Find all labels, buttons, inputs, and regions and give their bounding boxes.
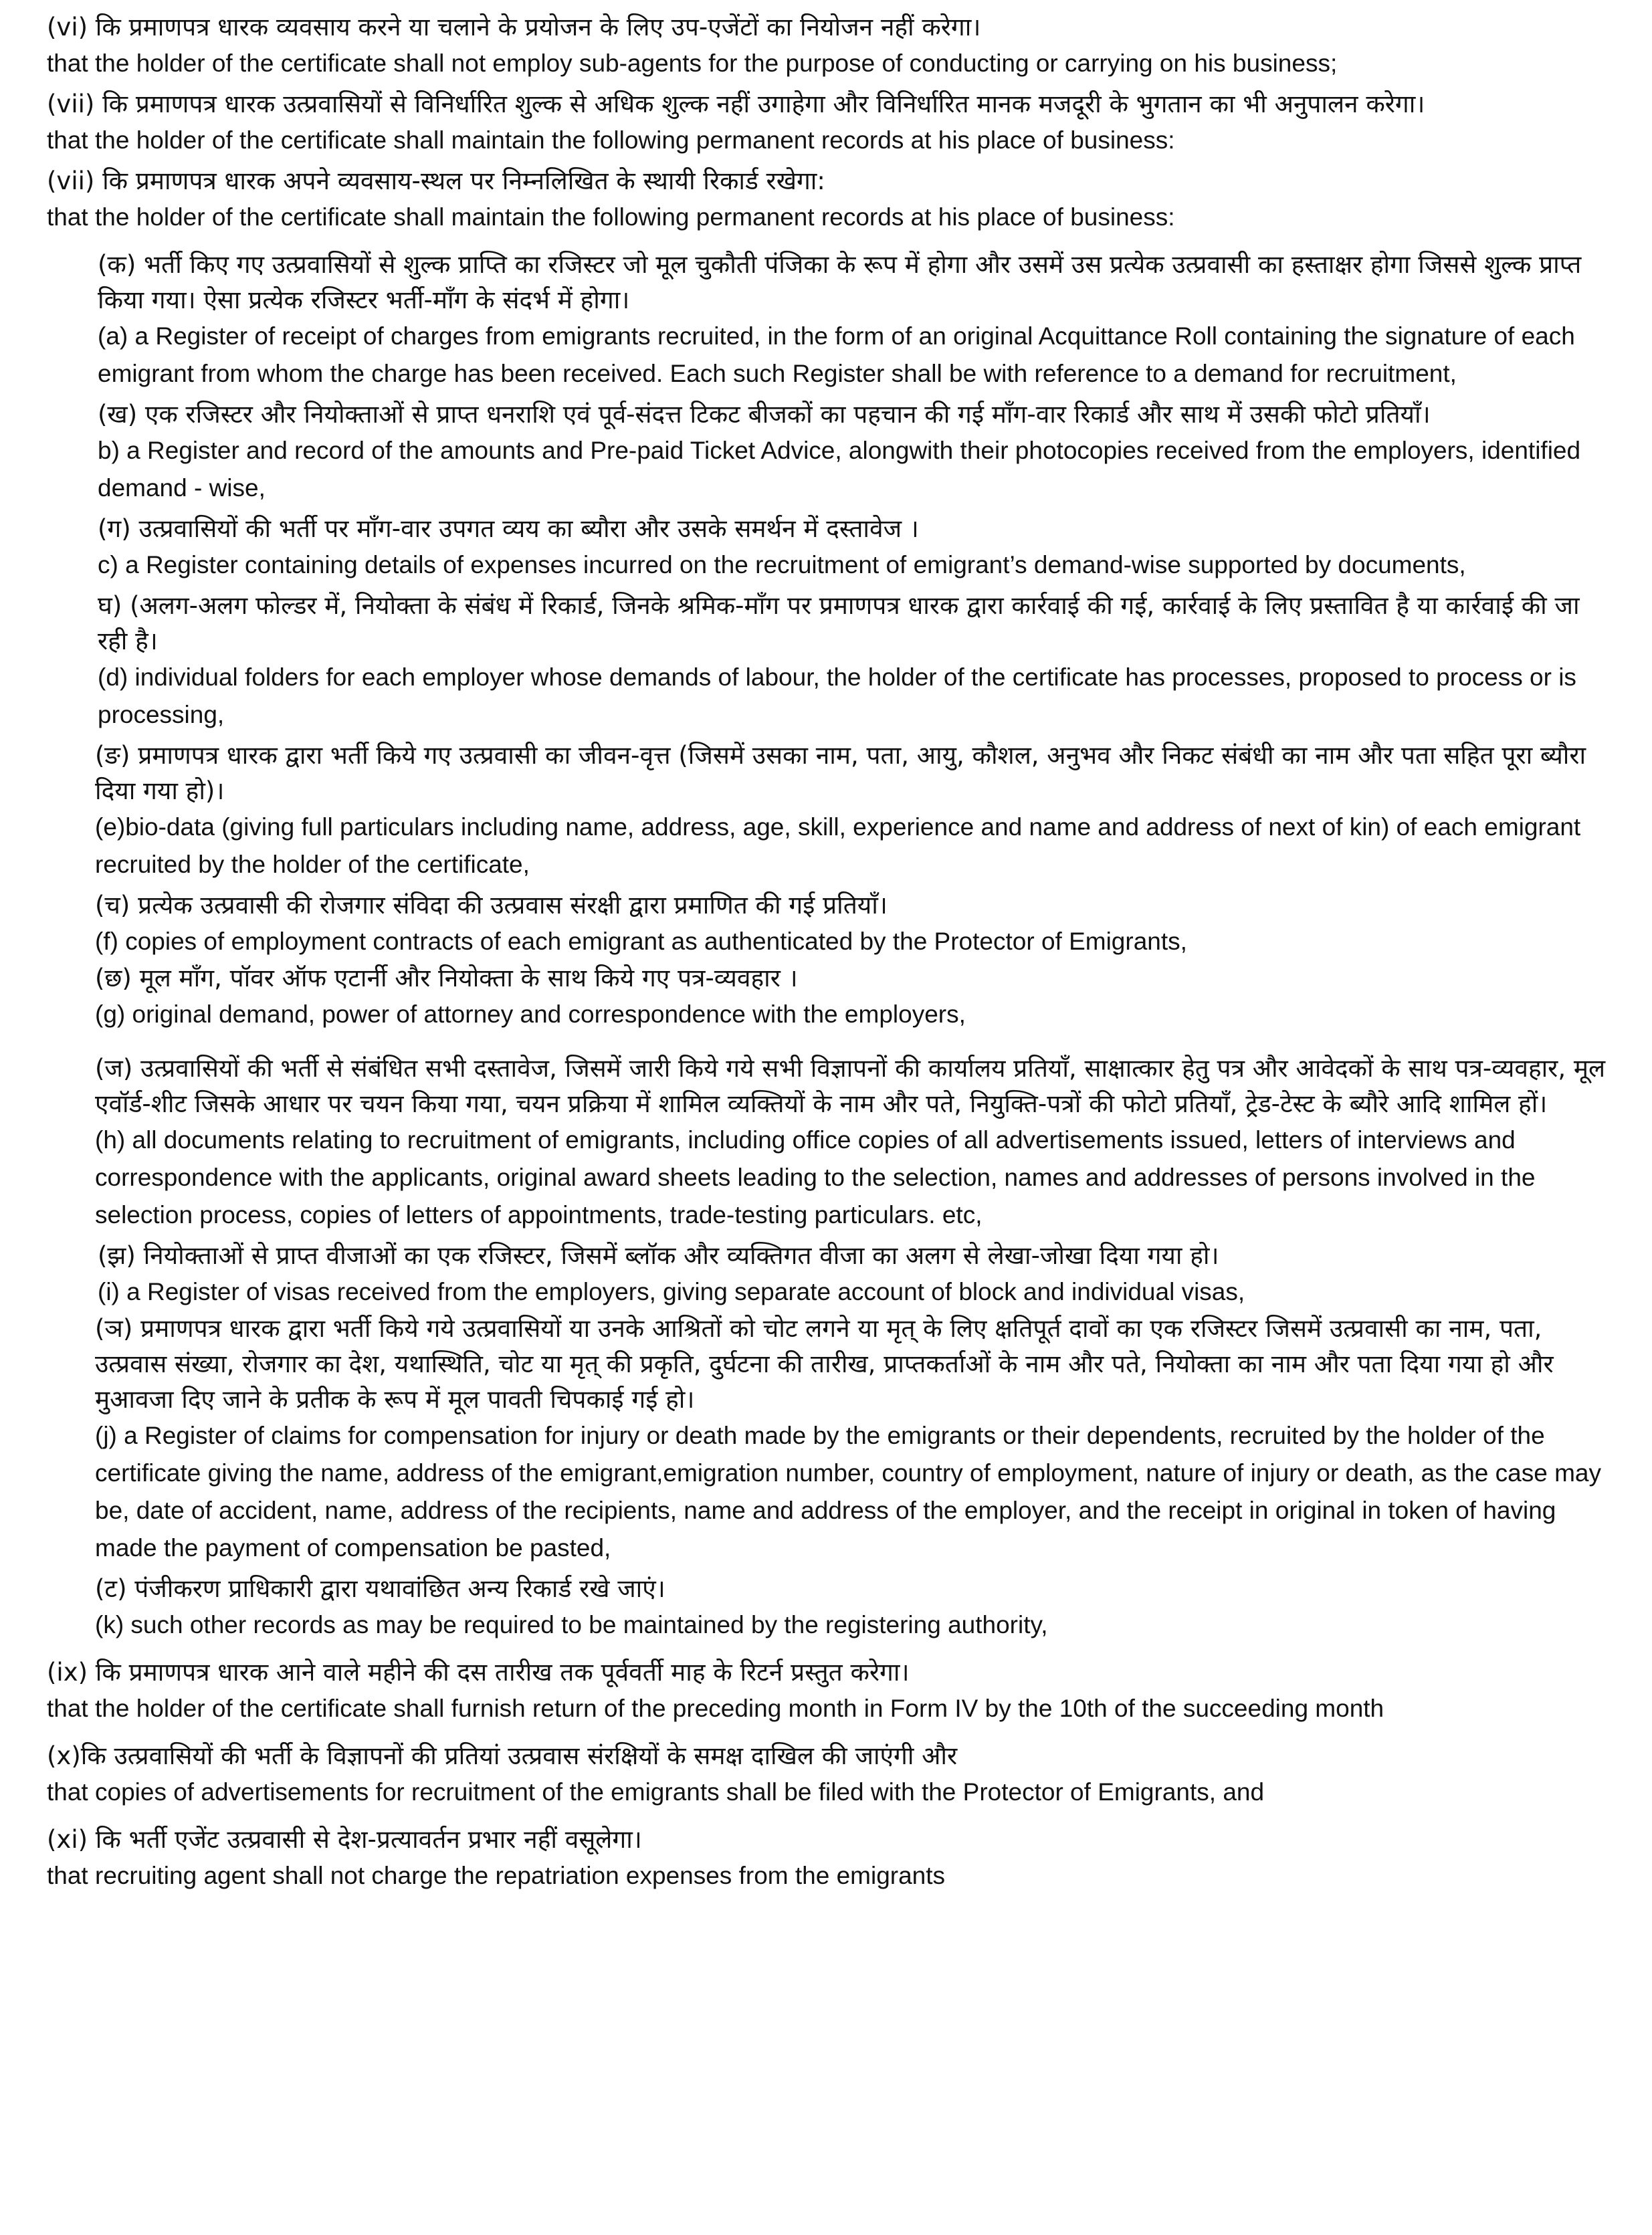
item-e-hindi: (ङ) प्रमाणपत्र धारक द्वारा भर्ती किये गए उत्प्रवासी का जीवन-वृत्त (जिसमें उसका नाम, पता, आयु, कौशल, अनुभव और निकट संबंधी का नाम और पता सहित पूरा ब्यौरा दिया गया हो)। [95,741,1586,805]
item-f-hindi: (च) प्रत्येक उत्प्रवासी की रोजगार संविदा की उत्प्रवास संरक्षी द्वारा प्रमाणित की गई प्रतियाँ। [95,891,888,920]
item-i-english: (i) a Register of visas received from the employers, giving separate account of block and individual visas, [98,1278,1245,1305]
clause-vii-hindi: (vii) कि प्रमाणपत्र धारक उत्प्रवासियों से विनिर्धारित शुल्क से अधिक शुल्क नहीं उगाहेगा और विनिर्धारित मानक मजदूरी के भुगतान का भी अनुपालन करेगा। [47,90,1425,118]
item-b-hindi: (ख) एक रजिस्टर और नियोक्ताओं से प्राप्त धनराशि एवं पूर्व-संदत्त टिकट बीजकों का पहचान की गई माँग-वार रिकार्ड और साथ में उसकी फोटो प्रतियाँ। [98,400,1431,429]
item-d-hindi: घ) (अलग-अलग फोल्डर में, नियोक्ता के संबंध में रिकार्ड, जिनके श्रमिक-माँग पर प्रमाणपत्र धारक द्वारा कार्रवाई की गई, कार्रवाई के लिए प्रस्तावित है या कार्रवाई की जा रही है। [98,591,1580,655]
clause-x-english: that copies of advertisements for recruitment of the emigrants shall be filed with the Protector of Emigrants, and [47,1778,1265,1806]
item-i-hindi: (झ) नियोक्ताओं से प्राप्त वीजाओं का एक रजिस्टर, जिसमें ब्लॉक और व्यक्तिगत वीजा का अलग से लेखा-जोखा दिया गया हो। [98,1241,1219,1270]
item-c-english: c) a Register containing details of expenses incurred on the recruitment of emigrant’s demand-wise supported by documents, [98,551,1466,578]
item-e-english: (e)bio-data (giving full particulars including name, address, age, skill, experience and name and address of next of kin) of each emigrant recruited by the holder of the certificate, [95,813,1581,878]
clause-vi-hindi: (vi) कि प्रमाणपत्र धारक व्यवसाय करने या चलाने के प्रयोजन के लिए उप-एजेंटों का नियोजन नहीं करेगा। [47,13,981,41]
clause-xi-hindi: (xi) कि भर्ती एजेंट उत्प्रवासी से देश-प्रत्यावर्तन प्रभार नहीं वसूलेगा। [47,1825,642,1854]
item-h-english: (h) all documents relating to recruitment of emigrants, including office copies of all advertisements issued, letters of interviews and correspondence with the applicants, original award sheets leading to the selection, names and addresses of persons involved in the selection process, copies of letters of appointments, trade-testing particulars. etc, [95,1126,1536,1229]
clause-x-hindi: (x)कि उत्प्रवासियों की भर्ती के विज्ञापनों की प्रतियां उत्प्रवास संरक्षियों के समक्ष दाखिल की जाएंगी और [47,1741,958,1770]
item-g-hindi: (छ) मूल माँग, पॉवर ऑफ एटार्नी और नियोक्ता के साथ किये गए पत्र-व्यवहार । [95,964,798,992]
clause-ix-english: that the holder of the certificate shall furnish return of the preceding month in Form IV by the 10th of the succeeding month [47,1695,1384,1722]
item-j-english: (j) a Register of claims for compensation for injury or death made by the emigrants or their dependents, recruited by the holder of the certificate giving the name, address of the emigrant,emigration number, country of employment, nature of injury or death, as the case may be, date of accident, name, address of the recipients, name and address of the employer, and the receipt in original in token of having made the payment of compensation be pasted, [95,1422,1601,1562]
clause-viii-hindi: (vii) कि प्रमाणपत्र धारक अपने व्यवसाय-स्थल पर निम्नलिखित के स्थायी रिकार्ड रखेगा: [47,167,825,195]
clause-xi-english: that recruiting agent shall not charge the repatriation expenses from the emigrants [47,1862,946,1889]
item-k-hindi: (ट) पंजीकरण प्राधिकारी द्वारा यथावांछित अन्य रिकार्ड रखे जाएं। [95,1574,665,1603]
clause-ix-hindi: (ix) कि प्रमाणपत्र धारक आने वाले महीने की दस तारीख तक पूर्ववर्ती माह के रिटर्न प्रस्तुत करेगा। [47,1658,910,1687]
item-g-english: (g) original demand, power of attorney and correspondence with the employers, [95,1000,966,1028]
clause-viii-english: that the holder of the certificate shall maintain the following permanent records at his place of business: [47,203,1175,231]
clause-vii-english: that the holder of the certificate shall maintain the following permanent records at his place of business: [47,126,1175,154]
clause-vi-english: that the holder of the certificate shall not employ sub-agents for the purpose of conducting or carrying on his business; [47,49,1338,77]
item-j-hindi: (ञ) प्रमाणपत्र धारक द्वारा भर्ती किये गये उत्प्रवासियों या उनके आश्रितों को चोट लगने या मृत् के लिए क्षतिपूर्त दावों का एक रजिस्टर जिसमें उत्प्रवासी का नाम, पता, उत्प्रवास संख्या, रोजगार का देश, यथास्थिति, चोट या मृत् की प्रकृति, दुर्घटना की तारीख, प्राप्तकर्ताओं के नाम और पते, नियोक्ता का नाम और पता दिया गया हो और मुआवजा दिए जाने के प्रतीक के रूप में मूल पावती चिपकाई गई हो। [95,1314,1554,1414]
item-a-english: (a) a Register of receipt of charges from emigrants recruited, in the form of an original Acquittance Roll containing the signature of each emigrant from whom the charge has been received. Each such Register shall be with reference to a demand for recruitment, [98,322,1575,387]
item-f-english: (f) copies of employment contracts of each emigrant as authenticated by the Protector of Emigrants, [95,928,1187,955]
item-a-hindi: (क) भर्ती किए गए उत्प्रवासियों से शुल्क प्राप्ति का रजिस्टर जो मूल चुकौती पंजिका के रूप में होगा और उसमें उस प्रत्येक उत्प्रवासी का हस्ताक्षर होगा जिससे शुल्क प्राप्त किया गया। ऐसा प्रत्येक रजिस्टर भर्ती-माँग के संदर्भ में होगा। [98,250,1582,314]
item-c-hindi: (ग) उत्प्रवासियों की भर्ती पर माँग-वार उपगत व्यय का ब्यौरा और उसके समर्थन में दस्तावेज । [98,514,919,543]
item-h-hindi: (ज) उत्प्रवासियों की भर्ती से संबंधित सभी दस्तावेज, जिसमें जारी किये गये सभी विज्ञापनों की कार्यालय प्रतियाँ, साक्षात्कार हेतु पत्र और आवेदकों के साथ पत्र-व्यवहार, मूल एवॉर्ड-शीट जिसके आधार पर चयन किया गया, चयन प्रक्रिया में शामिल व्यक्तियों के नाम और पते, नियुक्ति-पत्रों की फोटो प्रतियाँ, ट्रेड-टेस्ट के ब्यौरे आदि शामिल हों। [95,1054,1606,1118]
item-d-english: (d) individual folders for each employer whose demands of labour, the holder of the certificate has processes, proposed to process or is processing, [98,663,1576,728]
item-b-english: b) a Register and record of the amounts and Pre-paid Ticket Advice, alongwith their photocopies received from the employers, identified demand - wise, [98,437,1581,502]
item-k-english: (k) such other records as may be required to be maintained by the registering authority, [95,1611,1048,1638]
